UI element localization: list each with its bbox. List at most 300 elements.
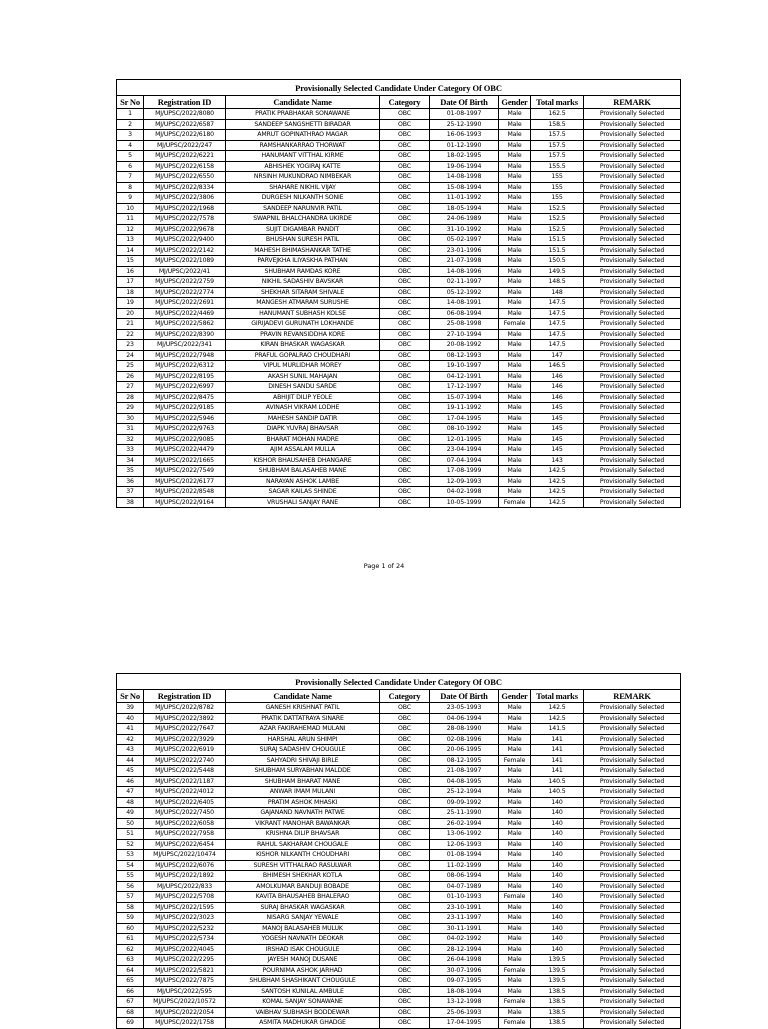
table-row xyxy=(117,818,681,829)
col-header-sr-no: Sr No xyxy=(117,690,144,703)
candidate-name-cell: SWAPNIL BHALCHANDRA UKIRDE xyxy=(226,214,380,225)
dob-cell: 09-07-1995 xyxy=(430,976,499,987)
gender-cell: Female xyxy=(499,965,531,976)
remark-cell: Provisionally Selected xyxy=(584,224,681,235)
candidate-name-cell: SUJIT DIGAMBAR PANDIT xyxy=(226,224,380,235)
dob-cell: 12-06-1993 xyxy=(430,839,499,850)
sr-no-cell: 33 xyxy=(117,445,144,456)
gender-cell: Male xyxy=(499,913,531,924)
dob-cell: 25-12-1994 xyxy=(430,787,499,798)
candidate-name-cell: SHAHARE NIKHIL VIJAY xyxy=(226,182,380,193)
registration-id-cell: MJ/UPSC/2022/5232 xyxy=(144,923,226,934)
dob-cell: 08-10-1992 xyxy=(430,424,499,435)
sr-no-cell: 66 xyxy=(117,986,144,997)
category-cell: OBC xyxy=(380,161,430,172)
dob-cell: 09-09-1992 xyxy=(430,797,499,808)
remark-cell: Provisionally Selected xyxy=(584,256,681,267)
registration-id-cell: MJ/UPSC/2022/2740 xyxy=(144,755,226,766)
table-row xyxy=(117,986,681,997)
sr-no-cell: 39 xyxy=(117,703,144,714)
category-cell: OBC xyxy=(380,287,430,298)
category-cell: OBC xyxy=(380,713,430,724)
sr-no-cell: 68 xyxy=(117,1007,144,1018)
sr-no-cell: 25 xyxy=(117,361,144,372)
registration-id-cell: MJ/UPSC/2022/5734 xyxy=(144,934,226,945)
registration-id-cell: MJ/UPSC/2022/6058 xyxy=(144,818,226,829)
sr-no-cell: 32 xyxy=(117,434,144,445)
registration-id-cell: MJ/UPSC/2022/3892 xyxy=(144,713,226,724)
total-marks-cell: 152.5 xyxy=(531,203,584,214)
total-marks-cell: 152.5 xyxy=(531,224,584,235)
sr-no-cell: 14 xyxy=(117,245,144,256)
registration-id-cell: MJ/UPSC/2022/9185 xyxy=(144,403,226,414)
table-row xyxy=(117,455,681,466)
registration-id-cell: MJ/UPSC/2022/5821 xyxy=(144,965,226,976)
gender-cell: Male xyxy=(499,434,531,445)
total-marks-cell: 147.5 xyxy=(531,298,584,309)
table-title: Provisionally Selected Candidate Under Category Of OBC xyxy=(117,80,681,96)
candidate-name-cell: SAGAR KAILAS SHINDE xyxy=(226,487,380,498)
table-row xyxy=(117,308,681,319)
gender-cell: Male xyxy=(499,976,531,987)
sr-no-cell: 37 xyxy=(117,487,144,498)
category-cell: OBC xyxy=(380,724,430,735)
category-cell: OBC xyxy=(380,808,430,819)
remark-cell: Provisionally Selected xyxy=(584,245,681,256)
remark-cell: Provisionally Selected xyxy=(584,892,681,903)
dob-cell: 05-12-1992 xyxy=(430,287,499,298)
category-cell: OBC xyxy=(380,109,430,120)
remark-cell: Provisionally Selected xyxy=(584,445,681,456)
candidate-name-cell: MANOJ BALASAHEB MULUK xyxy=(226,923,380,934)
sr-no-cell: 2 xyxy=(117,119,144,130)
table-row xyxy=(117,923,681,934)
category-cell: OBC xyxy=(380,1007,430,1018)
dob-cell: 04-06-1994 xyxy=(430,713,499,724)
table-row xyxy=(117,424,681,435)
remark-cell: Provisionally Selected xyxy=(584,361,681,372)
dob-cell: 18-02-1995 xyxy=(430,151,499,162)
candidate-name-cell: ANWAR IMAM MULANI xyxy=(226,787,380,798)
page-number: Page 1 of 24 xyxy=(363,562,405,570)
table-row xyxy=(117,434,681,445)
sr-no-cell: 7 xyxy=(117,172,144,183)
sr-no-cell: 24 xyxy=(117,350,144,361)
dob-cell: 11-01-1992 xyxy=(430,193,499,204)
sr-no-cell: 47 xyxy=(117,787,144,798)
sr-no-cell: 59 xyxy=(117,913,144,924)
column-header-row xyxy=(117,96,681,109)
sr-no-cell: 34 xyxy=(117,455,144,466)
remark-cell: Provisionally Selected xyxy=(584,934,681,945)
remark-cell: Provisionally Selected xyxy=(584,298,681,309)
dob-cell: 17-12-1997 xyxy=(430,382,499,393)
table-row xyxy=(117,298,681,309)
registration-id-cell: MJ/UPSC/2022/833 xyxy=(144,881,226,892)
col-header-registration-id: Registration ID xyxy=(144,96,226,109)
table-row xyxy=(117,361,681,372)
remark-cell: Provisionally Selected xyxy=(584,860,681,871)
sr-no-cell: 10 xyxy=(117,203,144,214)
candidate-name-cell: SHUBHAM BHARAT MANE xyxy=(226,776,380,787)
candidate-name-cell: SHEKHAR SITARAM SHIVALE xyxy=(226,287,380,298)
candidate-name-cell: RAMSHANKARRAO THORWAT xyxy=(226,140,380,151)
gender-cell: Female xyxy=(499,1018,531,1029)
dob-cell: 10-05-1999 xyxy=(430,497,499,508)
sr-no-cell: 57 xyxy=(117,892,144,903)
category-cell: OBC xyxy=(380,745,430,756)
sr-no-cell: 48 xyxy=(117,797,144,808)
total-marks-cell: 141 xyxy=(531,766,584,777)
candidate-name-cell: SHUBHAM BALASAHEB MANE xyxy=(226,466,380,477)
candidate-name-cell: DIAPK YUVRAJ BHAVSAR xyxy=(226,424,380,435)
dob-cell: 16-06-1993 xyxy=(430,130,499,141)
table-row xyxy=(117,151,681,162)
sr-no-cell: 53 xyxy=(117,850,144,861)
dob-cell: 26-04-1998 xyxy=(430,955,499,966)
total-marks-cell: 152.5 xyxy=(531,214,584,225)
registration-id-cell: MJ/UPSC/2022/6919 xyxy=(144,745,226,756)
table-row xyxy=(117,487,681,498)
remark-cell: Provisionally Selected xyxy=(584,214,681,225)
remark-cell: Provisionally Selected xyxy=(584,266,681,277)
total-marks-cell: 146 xyxy=(531,382,584,393)
remark-cell: Provisionally Selected xyxy=(584,839,681,850)
table-row xyxy=(117,203,681,214)
registration-id-cell: MJ/UPSC/2022/6180 xyxy=(144,130,226,141)
total-marks-cell: 148.5 xyxy=(531,277,584,288)
remark-cell: Provisionally Selected xyxy=(584,976,681,987)
total-marks-cell: 148 xyxy=(531,287,584,298)
category-cell: OBC xyxy=(380,944,430,955)
gender-cell: Male xyxy=(499,476,531,487)
category-cell: OBC xyxy=(380,329,430,340)
remark-cell: Provisionally Selected xyxy=(584,986,681,997)
gender-cell: Male xyxy=(499,224,531,235)
candidate-name-cell: BHUSHAN SURESH PATIL xyxy=(226,235,380,246)
table-row xyxy=(117,766,681,777)
gender-cell: Male xyxy=(499,130,531,141)
table-row xyxy=(117,829,681,840)
dob-cell: 01-10-1993 xyxy=(430,892,499,903)
candidate-name-cell: VIPUL MURLIDHAR MOREY xyxy=(226,361,380,372)
total-marks-cell: 151.5 xyxy=(531,235,584,246)
dob-cell: 30-07-1996 xyxy=(430,965,499,976)
dob-cell: 31-10-1992 xyxy=(430,224,499,235)
gender-cell: Male xyxy=(499,713,531,724)
sr-no-cell: 44 xyxy=(117,755,144,766)
gender-cell: Male xyxy=(499,766,531,777)
gender-cell: Male xyxy=(499,277,531,288)
remark-cell: Provisionally Selected xyxy=(584,172,681,183)
gender-cell: Male xyxy=(499,424,531,435)
table-row xyxy=(117,119,681,130)
dob-cell: 14-08-1996 xyxy=(430,266,499,277)
table-row xyxy=(117,724,681,735)
dob-cell: 08-06-1994 xyxy=(430,871,499,882)
total-marks-cell: 157.5 xyxy=(531,130,584,141)
sr-no-cell: 6 xyxy=(117,161,144,172)
total-marks-cell: 147.5 xyxy=(531,340,584,351)
dob-cell: 06-08-1994 xyxy=(430,308,499,319)
registration-id-cell: MJ/UPSC/2022/6158 xyxy=(144,161,226,172)
gender-cell: Male xyxy=(499,109,531,120)
remark-cell: Provisionally Selected xyxy=(584,776,681,787)
sr-no-cell: 55 xyxy=(117,871,144,882)
remark-cell: Provisionally Selected xyxy=(584,340,681,351)
candidate-name-cell: HANUMANT VITTHAL KIRME xyxy=(226,151,380,162)
candidate-name-cell: SHUBHAM SHASHIKANT CHOUGULE xyxy=(226,976,380,987)
remark-cell: Provisionally Selected xyxy=(584,319,681,330)
category-cell: OBC xyxy=(380,214,430,225)
sr-no-cell: 63 xyxy=(117,955,144,966)
remark-cell: Provisionally Selected xyxy=(584,881,681,892)
candidate-name-cell: AZAR FAKIRAHEMAD MULANI xyxy=(226,724,380,735)
candidate-name-cell: SURESH VITTHALRAO RASULWAR xyxy=(226,860,380,871)
category-cell: OBC xyxy=(380,923,430,934)
sr-no-cell: 17 xyxy=(117,277,144,288)
dob-cell: 04-02-1992 xyxy=(430,934,499,945)
category-cell: OBC xyxy=(380,392,430,403)
category-cell: OBC xyxy=(380,182,430,193)
dob-cell: 21-08-1997 xyxy=(430,766,499,777)
sr-no-cell: 8 xyxy=(117,182,144,193)
candidate-name-cell: MAHESH SANDIP DATIR xyxy=(226,413,380,424)
gender-cell: Male xyxy=(499,203,531,214)
candidate-name-cell: PARVEJKHA ILIYASKHA PATHAN xyxy=(226,256,380,267)
gender-cell: Male xyxy=(499,392,531,403)
remark-cell: Provisionally Selected xyxy=(584,350,681,361)
sr-no-cell: 51 xyxy=(117,829,144,840)
category-cell: OBC xyxy=(380,497,430,508)
category-cell: OBC xyxy=(380,860,430,871)
table-row xyxy=(117,881,681,892)
category-cell: OBC xyxy=(380,235,430,246)
remark-cell: Provisionally Selected xyxy=(584,755,681,766)
gender-cell: Male xyxy=(499,1007,531,1018)
table-row xyxy=(117,224,681,235)
table-row xyxy=(117,902,681,913)
sr-no-cell: 30 xyxy=(117,413,144,424)
dob-cell: 01-08-1994 xyxy=(430,850,499,861)
category-cell: OBC xyxy=(380,298,430,309)
sr-no-cell: 16 xyxy=(117,266,144,277)
gender-cell: Male xyxy=(499,839,531,850)
col-header-sr-no: Sr No xyxy=(117,96,144,109)
sr-no-cell: 43 xyxy=(117,745,144,756)
dob-cell: 25-11-1990 xyxy=(430,808,499,819)
total-marks-cell: 141 xyxy=(531,734,584,745)
category-cell: OBC xyxy=(380,203,430,214)
remark-cell: Provisionally Selected xyxy=(584,235,681,246)
total-marks-cell: 142.5 xyxy=(531,713,584,724)
registration-id-cell: MJ/UPSC/2022/6405 xyxy=(144,797,226,808)
candidate-name-cell: AKASH SUNIL MAHAJAN xyxy=(226,371,380,382)
sr-no-cell: 64 xyxy=(117,965,144,976)
gender-cell: Male xyxy=(499,151,531,162)
registration-id-cell: MJ/UPSC/2022/1665 xyxy=(144,455,226,466)
sr-no-cell: 56 xyxy=(117,881,144,892)
total-marks-cell: 145 xyxy=(531,445,584,456)
registration-id-cell: MJ/UPSC/2022/6550 xyxy=(144,172,226,183)
table-row xyxy=(117,130,681,141)
gender-cell: Female xyxy=(499,319,531,330)
remark-cell: Provisionally Selected xyxy=(584,734,681,745)
sr-no-cell: 23 xyxy=(117,340,144,351)
sr-no-cell: 19 xyxy=(117,298,144,309)
dob-cell: 24-06-1989 xyxy=(430,214,499,225)
dob-cell: 05-02-1997 xyxy=(430,235,499,246)
gender-cell: Male xyxy=(499,860,531,871)
dob-cell: 28-08-1990 xyxy=(430,724,499,735)
sr-no-cell: 38 xyxy=(117,497,144,508)
sr-no-cell: 21 xyxy=(117,319,144,330)
total-marks-cell: 149.5 xyxy=(531,266,584,277)
candidate-name-cell: SAHYADRI SHIVAJI BIRLE xyxy=(226,755,380,766)
total-marks-cell: 146.5 xyxy=(531,361,584,372)
dob-cell: 11-02-1999 xyxy=(430,860,499,871)
category-cell: OBC xyxy=(380,466,430,477)
gender-cell: Male xyxy=(499,445,531,456)
candidate-name-cell: SURAJ BHASKAR WAGASKAR xyxy=(226,902,380,913)
dob-cell: 26-02-1994 xyxy=(430,818,499,829)
registration-id-cell: MJ/UPSC/2022/8334 xyxy=(144,182,226,193)
gender-cell: Male xyxy=(499,487,531,498)
candidate-name-cell: AJIM ASSALAM MULLA xyxy=(226,445,380,456)
registration-id-cell: MJ/UPSC/2022/4012 xyxy=(144,787,226,798)
sr-no-cell: 9 xyxy=(117,193,144,204)
registration-id-cell: MJ/UPSC/2022/4469 xyxy=(144,308,226,319)
col-header-total-marks: Total marks xyxy=(531,96,584,109)
registration-id-cell: MJ/UPSC/2022/2054 xyxy=(144,1007,226,1018)
remark-cell: Provisionally Selected xyxy=(584,808,681,819)
registration-id-cell: MJ/UPSC/2022/2774 xyxy=(144,287,226,298)
table-row xyxy=(117,382,681,393)
remark-cell: Provisionally Selected xyxy=(584,151,681,162)
registration-id-cell: MJ/UPSC/2022/8782 xyxy=(144,703,226,714)
gender-cell: Male xyxy=(499,455,531,466)
gender-cell: Male xyxy=(499,776,531,787)
category-cell: OBC xyxy=(380,776,430,787)
col-header-remark: REMARK xyxy=(584,96,681,109)
category-cell: OBC xyxy=(380,434,430,445)
gender-cell: Male xyxy=(499,944,531,955)
registration-id-cell: MJ/UPSC/2022/8548 xyxy=(144,487,226,498)
dob-cell: 18-05-1994 xyxy=(430,203,499,214)
total-marks-cell: 140 xyxy=(531,892,584,903)
sr-no-cell: 13 xyxy=(117,235,144,246)
sr-no-cell: 49 xyxy=(117,808,144,819)
remark-cell: Provisionally Selected xyxy=(584,745,681,756)
category-cell: OBC xyxy=(380,455,430,466)
sr-no-cell: 3 xyxy=(117,130,144,141)
remark-cell: Provisionally Selected xyxy=(584,944,681,955)
registration-id-cell: MJ/UPSC/2022/2759 xyxy=(144,277,226,288)
total-marks-cell: 151.5 xyxy=(531,245,584,256)
candidate-name-cell: BHARAT MOHAN MADRE xyxy=(226,434,380,445)
sr-no-cell: 41 xyxy=(117,724,144,735)
category-cell: OBC xyxy=(380,839,430,850)
registration-id-cell: MJ/UPSC/2022/3806 xyxy=(144,193,226,204)
dob-cell: 01-12-1990 xyxy=(430,140,499,151)
category-cell: OBC xyxy=(380,976,430,987)
total-marks-cell: 157.5 xyxy=(531,151,584,162)
remark-cell: Provisionally Selected xyxy=(584,434,681,445)
gender-cell: Female xyxy=(499,755,531,766)
gender-cell: Male xyxy=(499,193,531,204)
total-marks-cell: 142.5 xyxy=(531,487,584,498)
dob-cell: 23-04-1994 xyxy=(430,445,499,456)
table-row xyxy=(117,445,681,456)
total-marks-cell: 140 xyxy=(531,944,584,955)
gender-cell: Male xyxy=(499,745,531,756)
remark-cell: Provisionally Selected xyxy=(584,403,681,414)
total-marks-cell: 155 xyxy=(531,193,584,204)
table-row xyxy=(117,109,681,120)
dob-cell: 12-01-1995 xyxy=(430,434,499,445)
registration-id-cell: MJ/UPSC/2022/1968 xyxy=(144,203,226,214)
registration-id-cell: MJ/UPSC/2022/3929 xyxy=(144,734,226,745)
total-marks-cell: 140 xyxy=(531,881,584,892)
remark-cell: Provisionally Selected xyxy=(584,413,681,424)
dob-cell: 17-04-1995 xyxy=(430,413,499,424)
results-table xyxy=(116,79,681,508)
candidate-name-cell: HARSHAL ARUN SHIMPI xyxy=(226,734,380,745)
remark-cell: Provisionally Selected xyxy=(584,140,681,151)
candidate-name-cell: PRATIK PRABHAKAR SONAWANE xyxy=(226,109,380,120)
total-marks-cell: 139.5 xyxy=(531,976,584,987)
table-row xyxy=(117,214,681,225)
sr-no-cell: 27 xyxy=(117,382,144,393)
remark-cell: Provisionally Selected xyxy=(584,902,681,913)
sr-no-cell: 62 xyxy=(117,944,144,955)
category-cell: OBC xyxy=(380,140,430,151)
total-marks-cell: 147 xyxy=(531,350,584,361)
sr-no-cell: 35 xyxy=(117,466,144,477)
total-marks-cell: 140 xyxy=(531,871,584,882)
registration-id-cell: MJ/UPSC/2022/6221 xyxy=(144,151,226,162)
dob-cell: 15-08-1994 xyxy=(430,182,499,193)
sr-no-cell: 5 xyxy=(117,151,144,162)
registration-id-cell: MJ/UPSC/2022/1089 xyxy=(144,256,226,267)
category-cell: OBC xyxy=(380,997,430,1008)
gender-cell: Male xyxy=(499,140,531,151)
gender-cell: Male xyxy=(499,308,531,319)
dob-cell: 15-07-1994 xyxy=(430,392,499,403)
gender-cell: Male xyxy=(499,361,531,372)
table-row xyxy=(117,860,681,871)
remark-cell: Provisionally Selected xyxy=(584,329,681,340)
candidate-name-cell: NRSINH MUKUNDRAO NIMBEKAR xyxy=(226,172,380,183)
dob-cell: 20-06-1995 xyxy=(430,745,499,756)
registration-id-cell: MJ/UPSC/2022/5708 xyxy=(144,892,226,903)
total-marks-cell: 138.5 xyxy=(531,997,584,1008)
table-row xyxy=(117,776,681,787)
candidate-name-cell: ABHIJIT DILIP YEOLE xyxy=(226,392,380,403)
registration-id-cell: MJ/UPSC/2022/8475 xyxy=(144,392,226,403)
candidate-name-cell: ASMITA MADHUKAR GHADGE xyxy=(226,1018,380,1029)
total-marks-cell: 155 xyxy=(531,182,584,193)
table-row xyxy=(117,140,681,151)
gender-cell: Male xyxy=(499,850,531,861)
candidate-name-cell: KISHOR NILKANTH CHOUDHARI xyxy=(226,850,380,861)
gender-cell: Male xyxy=(499,245,531,256)
category-cell: OBC xyxy=(380,766,430,777)
remark-cell: Provisionally Selected xyxy=(584,871,681,882)
table-row xyxy=(117,713,681,724)
results-table xyxy=(116,673,681,1029)
category-cell: OBC xyxy=(380,130,430,141)
